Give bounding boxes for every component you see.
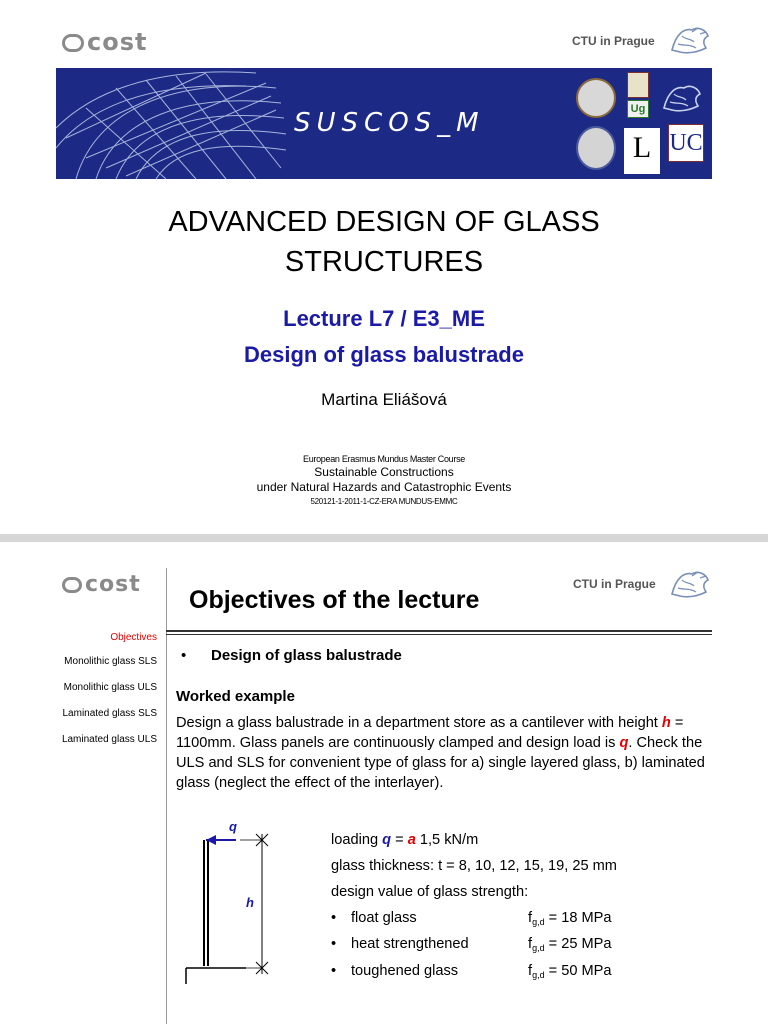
glass-type-name: heat strengthened	[351, 936, 469, 952]
cost-logo-mark-2	[62, 577, 82, 593]
course-line-1: European Erasmus Mundus Master Course	[303, 454, 465, 464]
sidebar-item-laminated-uls[interactable]: Laminated glass ULS	[61, 734, 157, 745]
worked-example-heading: Worked example	[176, 688, 295, 705]
loading-prefix: loading	[331, 832, 383, 848]
thickness-line: glass thickness: t = 8, 10, 12, 15, 19, 25 mm	[331, 858, 617, 874]
glass-type-name: toughened glass	[351, 963, 459, 979]
slide-title: Objectives of the lecture	[189, 586, 480, 614]
strength-value: = 18 MPa	[544, 910, 612, 926]
bullet-symbol: •	[331, 963, 337, 979]
suscos-wordmark: SUSCOS_M	[294, 108, 485, 138]
course-line-2: Sustainable Constructions	[314, 465, 454, 479]
university-seal-2-icon	[576, 126, 616, 170]
para-part-2: = 1100mm. Glass panels are continuously clamped and design load is	[176, 715, 684, 751]
title-rule-thin	[166, 634, 712, 635]
university-crest-icon	[627, 72, 649, 98]
sidebar-item-objectives[interactable]: Objectives	[110, 632, 157, 643]
ctu-label: CTU in Prague	[572, 34, 655, 48]
para-h-symbol: h	[661, 715, 671, 731]
glass-type-row	[331, 936, 612, 953]
strength-value: = 50 MPa	[544, 963, 612, 979]
cost-logo-text-2: cost	[85, 572, 141, 597]
cost-logo	[62, 28, 147, 56]
dome-structure-graphic-icon	[56, 68, 286, 179]
strength-subscript: g,d	[532, 917, 545, 927]
loading-equals: =	[391, 832, 408, 848]
loading-a-symbol: a	[407, 832, 416, 848]
strength-heading: design value of glass strength:	[331, 884, 529, 900]
strength-value: = 25 MPa	[544, 936, 612, 952]
diagram-h-label: h	[246, 895, 254, 910]
loading-value: 1,5 kN/m	[415, 832, 479, 848]
title-line-1: ADVANCED DESIGN OF GLASS	[168, 206, 600, 238]
title-rule-thick	[166, 630, 712, 632]
para-part-3: . Check the ULS and SLS for convenient type of glass for a) single layered glass, b) laminated glass (neglect the effect of the interlayer).	[176, 735, 705, 791]
strength-subscript: g,d	[532, 943, 545, 953]
para-part-1: Design a glass balustrade in a department store as a cantilever with height	[176, 715, 662, 731]
worked-example-text	[176, 713, 706, 793]
loading-q-symbol: q	[382, 832, 392, 848]
bullet-symbol: •	[331, 910, 337, 926]
ctu-lion-logo-icon	[668, 24, 712, 56]
bullet-symbol: •	[181, 647, 187, 664]
lulea-logo-icon: L	[624, 128, 660, 174]
glass-type-row	[331, 963, 612, 980]
sidebar-nav	[40, 632, 157, 760]
title-line-2: STRUCTURES	[284, 246, 484, 278]
presentation-title	[0, 202, 768, 282]
strength-symbol: f	[528, 910, 533, 926]
sidebar-separator	[166, 568, 167, 1024]
strength-symbol: f	[528, 936, 533, 952]
sidebar-item-laminated-sls[interactable]: Laminated glass SLS	[62, 708, 157, 719]
glass-type-row	[331, 910, 612, 927]
author-name: Martina Eliášová	[321, 390, 447, 409]
ctu-label-2: CTU in Prague	[573, 577, 656, 591]
cost-logo-text: cost	[87, 28, 148, 56]
ctu-lion-logo-2-icon	[668, 568, 712, 600]
cost-logo-mark	[62, 34, 84, 52]
glass-type-name: float glass	[351, 910, 417, 926]
ctu-lion-small-icon	[660, 82, 704, 114]
cantilever-diagram	[176, 814, 286, 984]
strength-symbol: f	[528, 963, 533, 979]
bullet-symbol: •	[331, 936, 337, 952]
para-q-symbol: q	[619, 735, 629, 751]
course-line-3: under Natural Hazards and Catastrophic Events	[256, 480, 512, 494]
lecture-subtitle: Design of glass balustrade	[244, 342, 524, 367]
ug-logo-icon: Ug	[627, 100, 649, 118]
loading-line	[331, 832, 478, 848]
diagram-q-label: q	[229, 819, 237, 834]
strength-subscript: g,d	[532, 970, 545, 980]
course-line-4: 520121-1-2011-1-CZ-ERA MUNDUS-EMMC	[310, 497, 458, 506]
objective-bullet	[181, 647, 402, 664]
objectives-slide	[0, 542, 768, 1024]
sidebar-item-monolithic-uls[interactable]: Monolithic glass ULS	[63, 682, 157, 693]
lecture-number: Lecture L7 / E3_ME	[283, 306, 485, 331]
slide-divider	[0, 534, 768, 542]
sidebar-item-monolithic-sls[interactable]: Monolithic glass SLS	[64, 656, 157, 667]
suscos-banner	[56, 68, 712, 179]
university-seal-icon	[576, 78, 616, 118]
uc-logo-icon: UC	[668, 124, 704, 162]
cost-logo-2	[62, 572, 141, 597]
objective-text: Design of glass balustrade	[211, 647, 402, 664]
